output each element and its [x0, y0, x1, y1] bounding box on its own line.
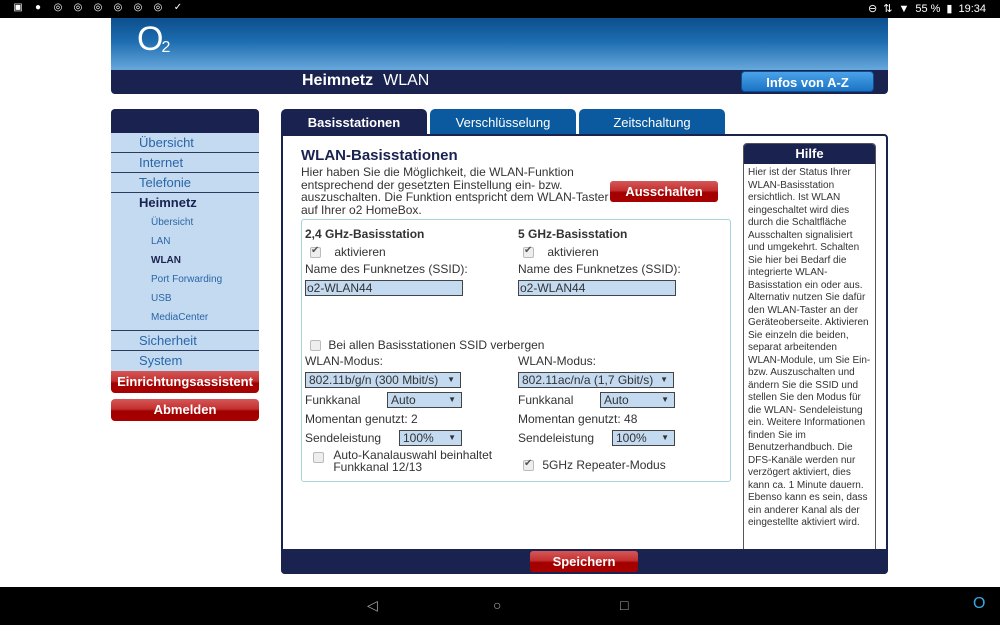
sidebar-item-system[interactable]: System	[139, 353, 183, 368]
setup-wizard-button[interactable]: Einrichtungsassistent	[111, 371, 259, 393]
notification-icons	[12, 2, 184, 14]
chrome-icon: ◎	[53, 2, 63, 13]
tab-basisstationen[interactable]: Basisstationen	[281, 109, 427, 135]
wifi-icon: ▼	[898, 2, 910, 15]
band-5ghz-ssid-input[interactable]: o2-WLAN44	[518, 280, 676, 296]
basestation-config	[301, 219, 731, 482]
circle-icon: ●	[34, 2, 42, 13]
recents-icon[interactable]: □	[620, 597, 629, 613]
band-5ghz-power-select[interactable]: 100% ▼	[612, 430, 675, 446]
help-text: Hier ist der Status Ihrer WLAN-Basisstation ersichtlich. Ist WLAN eingeschaltet wird dies durch die Schaltfläche Ausschalten signalisiert und umgekehrt. Schalten Sie hier bei Bedarf die integrierte WLAN-Basisstation ein oder aus. Alternativ nutzen Sie dafür den WLAN-Taster an der Geräteoberseite. Aktivieren Sie einzeln die beiden, separat arbeitenden WLAN-Module, um Sie Ein- bzw. Auszuschalten und ändern Sie die SSID und stellen Sie den Modus für die WLAN- Sendeleistung ein. Weitere Informationen finden Sie im Benutzerhandbuch. Die DFS-Kanäle werden nur verzögert aktiviert, dies kann ca. 1 Minute dauern. Ebenso kann es sein, dass ein anderer Kanal als der eingestellte aktiviert wird.	[748, 167, 871, 528]
band-5ghz-power-label: Sendeleistung	[518, 431, 595, 445]
sidebar-nav	[111, 133, 259, 371]
auto-channel-1213-checkbox[interactable]	[313, 452, 324, 463]
band-24ghz-activate-label: aktivieren	[334, 245, 386, 259]
tab-bar	[281, 109, 725, 135]
o2-logo[interactable]: $O_2$	[137, 20, 171, 58]
infos-a-z-button[interactable]: Infos von A-Z	[741, 71, 874, 92]
sidebar-item-heimnetz[interactable]: Heimnetz	[139, 195, 197, 210]
dropdown-arrow-icon: ▼	[447, 375, 455, 384]
band-24ghz-power-label: Sendeleistung	[305, 431, 382, 445]
do-not-disturb-icon: ⊖	[868, 3, 878, 15]
band-5ghz-mode-select[interactable]: 802.11ac/n/a (1,7 Gbit/s) ▼	[518, 372, 674, 388]
band-24ghz-activate-checkbox[interactable]	[310, 247, 321, 258]
dropdown-arrow-icon: ▼	[660, 375, 668, 384]
help-box	[743, 143, 876, 553]
band-5ghz-ssid-label: Name des Funknetzes (SSID):	[518, 262, 681, 276]
sidebar-subitem-lan[interactable]: LAN	[151, 236, 171, 247]
sidebar-group-heimnetz	[111, 193, 259, 331]
chrome-icon: ◎	[133, 2, 143, 13]
data-arrows-icon: ⇅	[883, 3, 893, 15]
save-button[interactable]: Speichern	[530, 551, 638, 572]
band-24ghz-title: 2,4 GHz-Basisstation	[305, 227, 425, 241]
band-24ghz-power-select[interactable]: 100% ▼	[399, 430, 462, 446]
header	[111, 18, 888, 94]
breadcrumb	[302, 72, 429, 90]
band-5ghz-channel-select[interactable]: Auto ▼	[600, 392, 675, 408]
band-24ghz-mode-select[interactable]: 802.11b/g/n (300 Mbit/s) ▼	[305, 372, 461, 388]
breadcrumb-page: WLAN	[383, 72, 430, 89]
help-title: Hilfe	[744, 144, 875, 164]
dropdown-arrow-icon: ▼	[448, 433, 456, 442]
band-5ghz-activate-label: aktivieren	[547, 245, 599, 259]
logout-button[interactable]: Abmelden	[111, 399, 259, 421]
dropdown-arrow-icon: ▼	[661, 395, 669, 404]
band-5ghz-activate-checkbox[interactable]	[523, 247, 534, 258]
hide-ssid-label: Bei allen Basisstationen SSID verbergen	[328, 338, 545, 352]
chrome-icon: ◎	[153, 2, 163, 13]
home-icon[interactable]: ○	[493, 597, 502, 613]
band-24ghz-ssid-input[interactable]: o2-WLAN44	[305, 280, 463, 296]
band-24ghz-current-channel: Momentan genutzt: 2	[305, 412, 418, 426]
hide-ssid-option	[310, 338, 544, 352]
band-24ghz-mode-label: WLAN-Modus:	[305, 354, 384, 368]
sidebar-subitem-usb[interactable]: USB	[151, 293, 172, 304]
band-24ghz-activate	[310, 245, 386, 259]
band-5ghz-repeater	[523, 458, 666, 472]
router-page	[0, 18, 1000, 587]
band-24ghz-channel-label: Funkkanal	[305, 393, 361, 407]
android-status-bar	[0, 0, 1000, 18]
band-24ghz-channel-select[interactable]: Auto ▼	[387, 392, 462, 408]
sidebar-subitem-uebersicht[interactable]: Übersicht	[151, 217, 194, 228]
breadcrumb-section: Heimnetz	[302, 72, 374, 89]
dropdown-arrow-icon: ▼	[448, 395, 456, 404]
sidebar-subitem-wlan[interactable]: WLAN	[151, 255, 181, 266]
sidebar-item-uebersicht[interactable]: Übersicht	[111, 133, 259, 153]
image-icon: ▣	[13, 2, 23, 13]
dropdown-arrow-icon: ▼	[661, 433, 669, 442]
sidebar-subitem-mediacenter[interactable]: MediaCenter	[151, 312, 209, 323]
download-done-icon: ✓	[173, 2, 183, 13]
header-banner	[111, 18, 888, 70]
hide-ssid-checkbox[interactable]	[310, 340, 321, 351]
tab-verschluesselung[interactable]: Verschlüsselung	[430, 109, 576, 135]
sidebar-item-internet[interactable]: Internet	[111, 153, 259, 173]
sidebar-item-sicherheit[interactable]: Sicherheit	[111, 331, 259, 351]
android-nav-bar	[0, 587, 1000, 625]
band-24ghz-auto-channel	[313, 449, 492, 474]
band-5ghz-channel-label: Funkkanal	[518, 393, 574, 407]
sidebar-header	[111, 109, 259, 133]
repeater-mode-label: 5GHz Repeater-Modus	[542, 458, 666, 472]
chrome-icon: ◎	[113, 2, 123, 13]
clock: 19:34	[958, 2, 986, 15]
band-5ghz-activate	[523, 245, 599, 259]
sidebar-item-telefonie[interactable]: Telefonie	[111, 173, 259, 193]
assistant-icon[interactable]: O	[973, 595, 986, 612]
repeater-mode-checkbox[interactable]	[523, 460, 534, 471]
chrome-icon: ◎	[93, 2, 103, 13]
intro-text: Hier haben Sie die Möglichkeit, die WLAN-Funktion entsprechend der gesetzten Einstellung ein- bzw. auszuschalten. Die Funktion entspricht dem WLAN-Taster auf Ihrer o2 HomeBox.	[301, 165, 609, 217]
band-5ghz-title: 5 GHz-Basisstation	[518, 227, 628, 241]
chrome-icon: ◎	[73, 2, 83, 13]
tab-zeitschaltung[interactable]: Zeitschaltung	[579, 109, 725, 135]
page-title: WLAN-Basisstationen	[301, 147, 458, 164]
wlan-off-button[interactable]: Ausschalten	[610, 181, 718, 202]
battery-icon: ▮	[946, 3, 953, 15]
sidebar	[111, 109, 259, 421]
auto-channel-1213-label: Auto-Kanalauswahl beinhaltet Funkkanal 12/13	[333, 448, 493, 474]
back-icon[interactable]: ◁	[367, 597, 378, 613]
system-icons	[868, 2, 986, 15]
battery-percent: 55 %	[915, 2, 941, 15]
band-24ghz-ssid-label: Name des Funknetzes (SSID):	[305, 262, 468, 276]
band-5ghz-current-channel: Momentan genutzt: 48	[518, 412, 638, 426]
band-5ghz-mode-label: WLAN-Modus:	[518, 354, 597, 368]
sidebar-subitem-port-forwarding[interactable]: Port Forwarding	[151, 274, 223, 285]
